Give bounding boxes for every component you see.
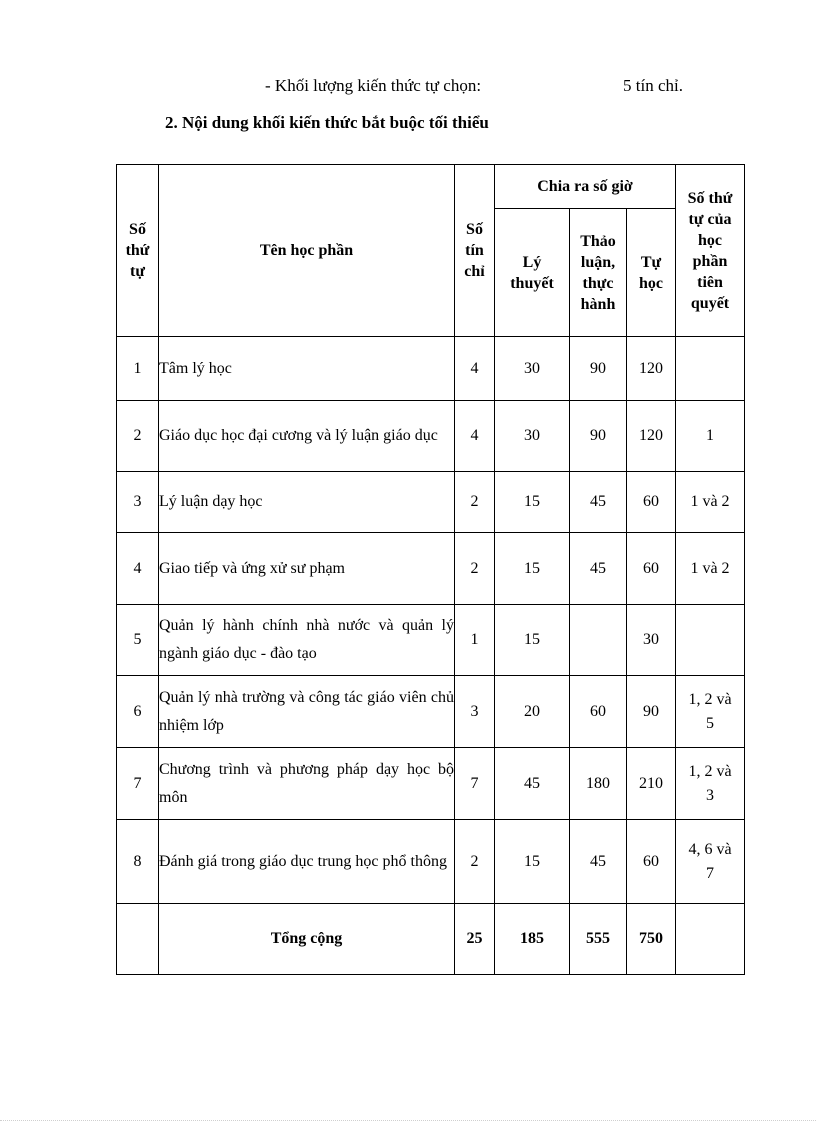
cell-self: 120 bbox=[627, 401, 676, 472]
total-practice: 555 bbox=[570, 904, 627, 975]
cell-self: 120 bbox=[627, 337, 676, 401]
cell-practice: 90 bbox=[570, 337, 627, 401]
cell-credits: 2 bbox=[455, 533, 495, 605]
table-row bbox=[117, 472, 745, 533]
header-practice: Thảo luận, thực hành bbox=[570, 209, 627, 337]
cell-practice: 90 bbox=[570, 401, 627, 472]
table-row bbox=[117, 533, 745, 605]
cell-stt: 1 bbox=[117, 337, 159, 401]
table-total-row bbox=[117, 904, 745, 975]
header-theory: Lý thuyết bbox=[495, 209, 570, 337]
table-row bbox=[117, 401, 745, 472]
table-row bbox=[117, 337, 745, 401]
cell-practice bbox=[570, 605, 627, 676]
cell-credits: 7 bbox=[455, 748, 495, 820]
cell-credits: 2 bbox=[455, 472, 495, 533]
cell-stt: 7 bbox=[117, 748, 159, 820]
cell-stt: 5 bbox=[117, 605, 159, 676]
cell-self: 210 bbox=[627, 748, 676, 820]
cell-theory: 20 bbox=[495, 676, 570, 748]
cell-name: Lý luận dạy học bbox=[159, 472, 455, 533]
cell-practice: 45 bbox=[570, 533, 627, 605]
cell-stt: 8 bbox=[117, 820, 159, 904]
cell-self: 60 bbox=[627, 533, 676, 605]
cell-name: Tâm lý học bbox=[159, 337, 455, 401]
cell-name: Giao tiếp và ứng xử sư phạm bbox=[159, 533, 455, 605]
section-title: 2. Nội dung khối kiến thức bắt buộc tối thiểu bbox=[165, 113, 489, 132]
total-credits: 25 bbox=[455, 904, 495, 975]
cell-prereq bbox=[676, 337, 745, 401]
elective-credits-line bbox=[265, 76, 683, 96]
cell-stt-empty bbox=[117, 904, 159, 975]
header-prereq: Số thứ tự của học phần tiên quyết bbox=[676, 165, 745, 337]
cell-stt: 2 bbox=[117, 401, 159, 472]
cell-prereq: 1 bbox=[676, 401, 745, 472]
header-hours-group: Chia ra số giờ bbox=[495, 165, 676, 209]
cell-self: 60 bbox=[627, 820, 676, 904]
table-row bbox=[117, 748, 745, 820]
header-credits: Số tín chỉ bbox=[455, 165, 495, 337]
cell-theory: 15 bbox=[495, 820, 570, 904]
cell-theory: 15 bbox=[495, 533, 570, 605]
cell-name: Quản lý hành chính nhà nước và quản lý ngành giáo dục - đào tạo bbox=[159, 605, 455, 676]
header-stt: Số thứ tự bbox=[117, 165, 159, 337]
cell-prereq: 1, 2 và 5 bbox=[676, 676, 745, 748]
cell-practice: 45 bbox=[570, 472, 627, 533]
cell-practice: 45 bbox=[570, 820, 627, 904]
cell-name: Chương trình và phương pháp dạy học bộ môn bbox=[159, 748, 455, 820]
cell-stt: 6 bbox=[117, 676, 159, 748]
cell-practice: 180 bbox=[570, 748, 627, 820]
cell-theory: 45 bbox=[495, 748, 570, 820]
cell-name: Đánh giá trong giáo dục trung học phổ thông bbox=[159, 820, 455, 904]
curriculum-table bbox=[116, 164, 745, 975]
cell-theory: 30 bbox=[495, 401, 570, 472]
cell-stt: 4 bbox=[117, 533, 159, 605]
cell-theory: 15 bbox=[495, 472, 570, 533]
table-row bbox=[117, 605, 745, 676]
header-name: Tên học phần bbox=[159, 165, 455, 337]
cell-name: Giáo dục học đại cương và lý luận giáo dục bbox=[159, 401, 455, 472]
cell-name: Quản lý nhà trường và công tác giáo viên chủ nhiệm lớp bbox=[159, 676, 455, 748]
header-self: Tự học bbox=[627, 209, 676, 337]
cell-credits: 3 bbox=[455, 676, 495, 748]
table-row bbox=[117, 676, 745, 748]
elective-credits-value: 5 tín chỉ. bbox=[623, 76, 683, 95]
cell-prereq bbox=[676, 605, 745, 676]
page-bottom-divider bbox=[0, 1120, 816, 1121]
cell-prereq: 1, 2 và 3 bbox=[676, 748, 745, 820]
elective-credits-label: - Khối lượng kiến thức tự chọn: bbox=[265, 76, 482, 95]
total-label: Tổng cộng bbox=[159, 904, 455, 975]
cell-stt: 3 bbox=[117, 472, 159, 533]
total-theory: 185 bbox=[495, 904, 570, 975]
cell-credits: 4 bbox=[455, 401, 495, 472]
cell-prereq: 1 và 2 bbox=[676, 472, 745, 533]
cell-self: 60 bbox=[627, 472, 676, 533]
cell-practice: 60 bbox=[570, 676, 627, 748]
cell-self: 30 bbox=[627, 605, 676, 676]
cell-prereq-empty bbox=[676, 904, 745, 975]
cell-prereq: 4, 6 và 7 bbox=[676, 820, 745, 904]
cell-prereq: 1 và 2 bbox=[676, 533, 745, 605]
cell-credits: 2 bbox=[455, 820, 495, 904]
cell-credits: 4 bbox=[455, 337, 495, 401]
table-row bbox=[117, 820, 745, 904]
cell-self: 90 bbox=[627, 676, 676, 748]
cell-credits: 1 bbox=[455, 605, 495, 676]
total-self: 750 bbox=[627, 904, 676, 975]
cell-theory: 15 bbox=[495, 605, 570, 676]
cell-theory: 30 bbox=[495, 337, 570, 401]
